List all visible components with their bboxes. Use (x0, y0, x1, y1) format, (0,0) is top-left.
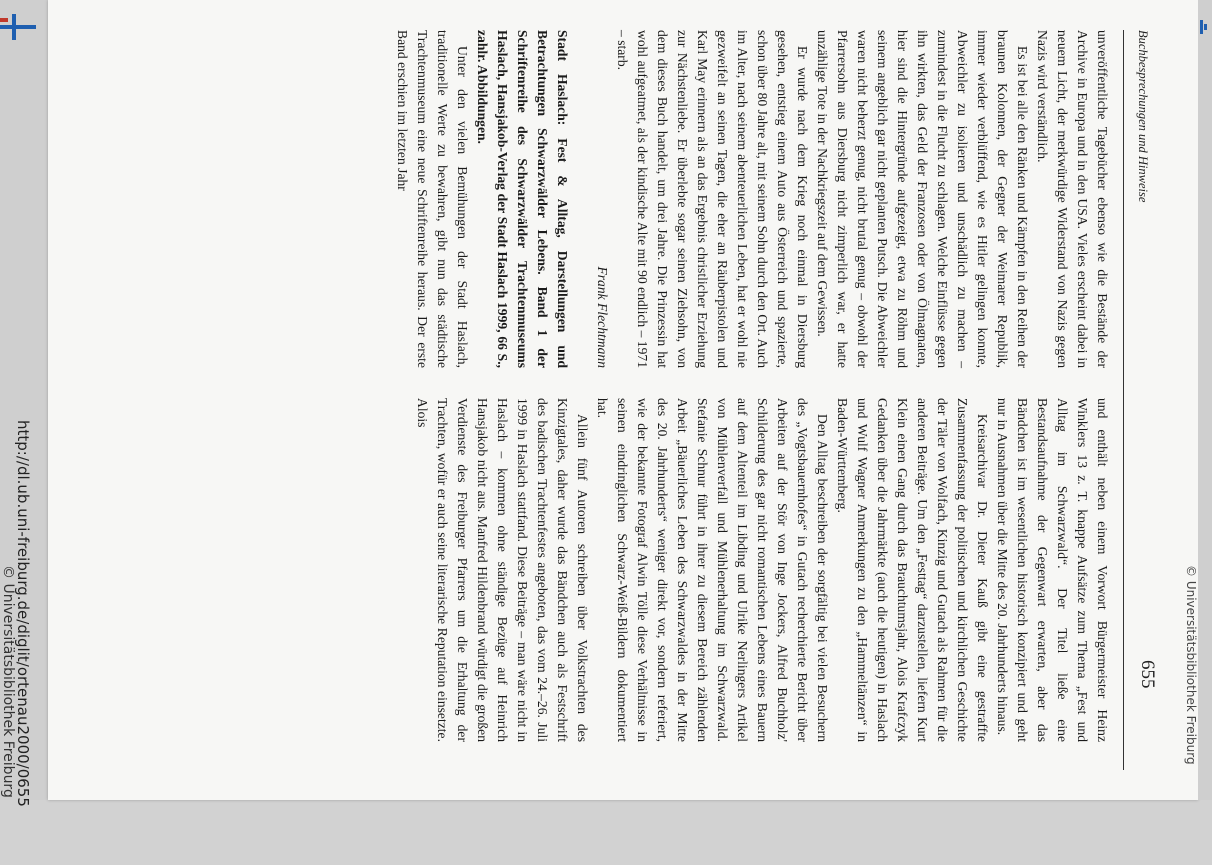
paragraph: und enthält neben einem Vorwort Bürgermeister Heinz Winklers 13 z. T. knappe Aufsätze zum Thema „Fest und Alltag im Schwarzwald“. Der Titel ließe eine Bestandsaufnahme der Gegenwart erwarten, aber das Bändchen ist im wesentlichen historisch konzipiert und geht nur in Ausnahmen über die Mitte des 20. Jahrhunderts hinaus. (995, 398, 1110, 742)
rotated-page-content (48, 0, 1198, 800)
paragraph: Kreisarchivar Dr. Dieter Kauß gibt eine gestraffte Zusammenfassung der politischen und kirchlichen Geschichte der Täler von Wolfach, Kinzig und Gutach als Rahmen für die anderen Beiträge. Um den „Festtag“ darzustellen, liefern Kurt Klein einen Gang durch das Brauchtumsjahr, Alois Krafczyk Gedanken über die Jahrmärkte (auch die heutigen) in Haslach und Wulf Wagner Anmerkungen zu den „Hammeltänzen“ in Baden-Württemberg. (835, 398, 990, 742)
paragraph: Den Alltag beschreiben der sorgfältig bei vielen Besuchern des „Vogtsbauernhofes“ in Gutach recherchierte Bericht über Arbeiten auf der Stör von Inge Jockers, Alfred Buchholz' Schilderung des gar nicht romantischen Lebens eines Bauern auf dem Altenteil im Libding und Ulrike Nerlingers Artikel von Mühlenverfall und Mühlenerhaltung im Schwarzwald. Stefanie Schnur führt in ihrer zu diesem Bereich zählenden Arbeit „Bäuerliches Leben des Schwarzwaldes in der Mitte des 20. Jahrhunderts“ weniger direkt vor, sondern referiert, wie der bekannte Fotograf Alwin Tölle diese Verhältnisse in seinen eindringlichen Schwarz-Weiß-Bildern dokumentiert hat. (595, 398, 830, 742)
running-head: Buchbesprechungen und Hinweise (1136, 30, 1150, 203)
column-left (392, 30, 1112, 368)
review-heading: Stadt Haslach: Fest & Alltag, Darstellungen und Betrachtungen Schwarzwälder Lebens. Band 1 der Schriftenreihe des Schwarzwälder Trachtenmuseums Haslach, Hansjakob-Verlag der Stadt Haslach 1999, 66 S., zahlr. Abbildungen. (475, 30, 570, 368)
copyright-notice: © Universitätsbibliothek Freiburg (0, 565, 16, 798)
library-logo-icon (0, 14, 36, 40)
column-right (412, 398, 1112, 742)
copyright-notice-right: © Universitätsbibliothek Freiburg (1184, 565, 1198, 765)
author-signature: Frank Flechtmann (595, 266, 610, 368)
document-page (48, 0, 1198, 800)
document-url[interactable]: http://dl.ub.uni-freiburg.de/diglit/ortenau2000/0655 (14, 420, 32, 807)
paragraph: Er wurde nach dem Krieg noch einmal in Diersburg gesehen, entstieg einem Auto aus Österreich und spazierte, schon über 80 Jahre alt, mit seinem Sohn durch den Ort. Auch im Alter, nach seinem abenteuerlichen Leben, hat er wohl nie gezweifelt an seinen Tagen, die eher an Räuberpistolen und Karl May erinnern als an das Ergebnis christlicher Erziehung zur Nächstenliebe. Er überlebte sogar seinen Ziehsohn, von dem dieses Buch handelt, um drei Jahre. Die Prinzessin hat wohl aufgeatmet, als der kindische Alte mit 90 endlich – 1971 – starb. (615, 30, 810, 368)
paragraph: Unter den vielen Bemühungen der Stadt Haslach, traditionelle Werte zu bewahren, gibt nun das städtische Trachtenmuseum eine neue Schriftenreihe heraus. Der erste Band erschien im letzten Jahr (395, 30, 470, 368)
page-number: 655 (1137, 660, 1158, 689)
library-logo-small-icon (1200, 20, 1208, 34)
right-margin-bar (1198, 0, 1212, 800)
header-rule (1123, 30, 1124, 770)
paragraph: unveröffentliche Tagebücher ebenso wie die Bestände der Archive in Europa und in den USA. Vieles erscheint dabei in neuem Licht, der merkwürdige Widerstand von Nazis gegen Nazis wird verständlich. (1035, 30, 1110, 368)
paragraph: Allein fünf Autoren schreiben über Volkstrachten des Kinzigtales, daher wurde das Bändchen auch als Festschrift des badischen Trachtenfestes angeboten, das vom 24.–26. Juli 1999 in Haslach stattfand. Diese Beiträge – man wäre nicht in Haslach – kommen ohne ständige Bezüge auf Heinrich Hansjakob nicht aus. Manfred Hildenbrand würdigt die großen Verdienste des Freiburger Pfarrers um die Erhaltung der Trachten, wofür er auch seine literarische Reputation einsetzte. Alois (415, 398, 590, 742)
paragraph: Es ist bei alle den Ränken und Kämpfen in den Reihen der braunen Kolonnen, der Gegner der Weimarer Republik, immer wieder verblüffend, wie es Hitler gelingen konnte, Abweichler zu isolieren und unschädlich zu machen – zumindest in die Flucht zu schlagen. Welche Einflüsse gegen ihn wirkten, das Geld der Franzosen oder von Ölmagnaten, hier sind die Hintergründe aufgezeigt, etwa zu Röhm und seinem angeblich gar nicht geplanten Putsch. Die Abweichler waren nicht beherzt genug, nicht brutal genug – obwohl der Pfarrersohn aus Diersburg nicht zimperlich war, er hatte unzählige Tote in der Nachkriegszeit auf dem Gewissen. (815, 30, 1030, 368)
